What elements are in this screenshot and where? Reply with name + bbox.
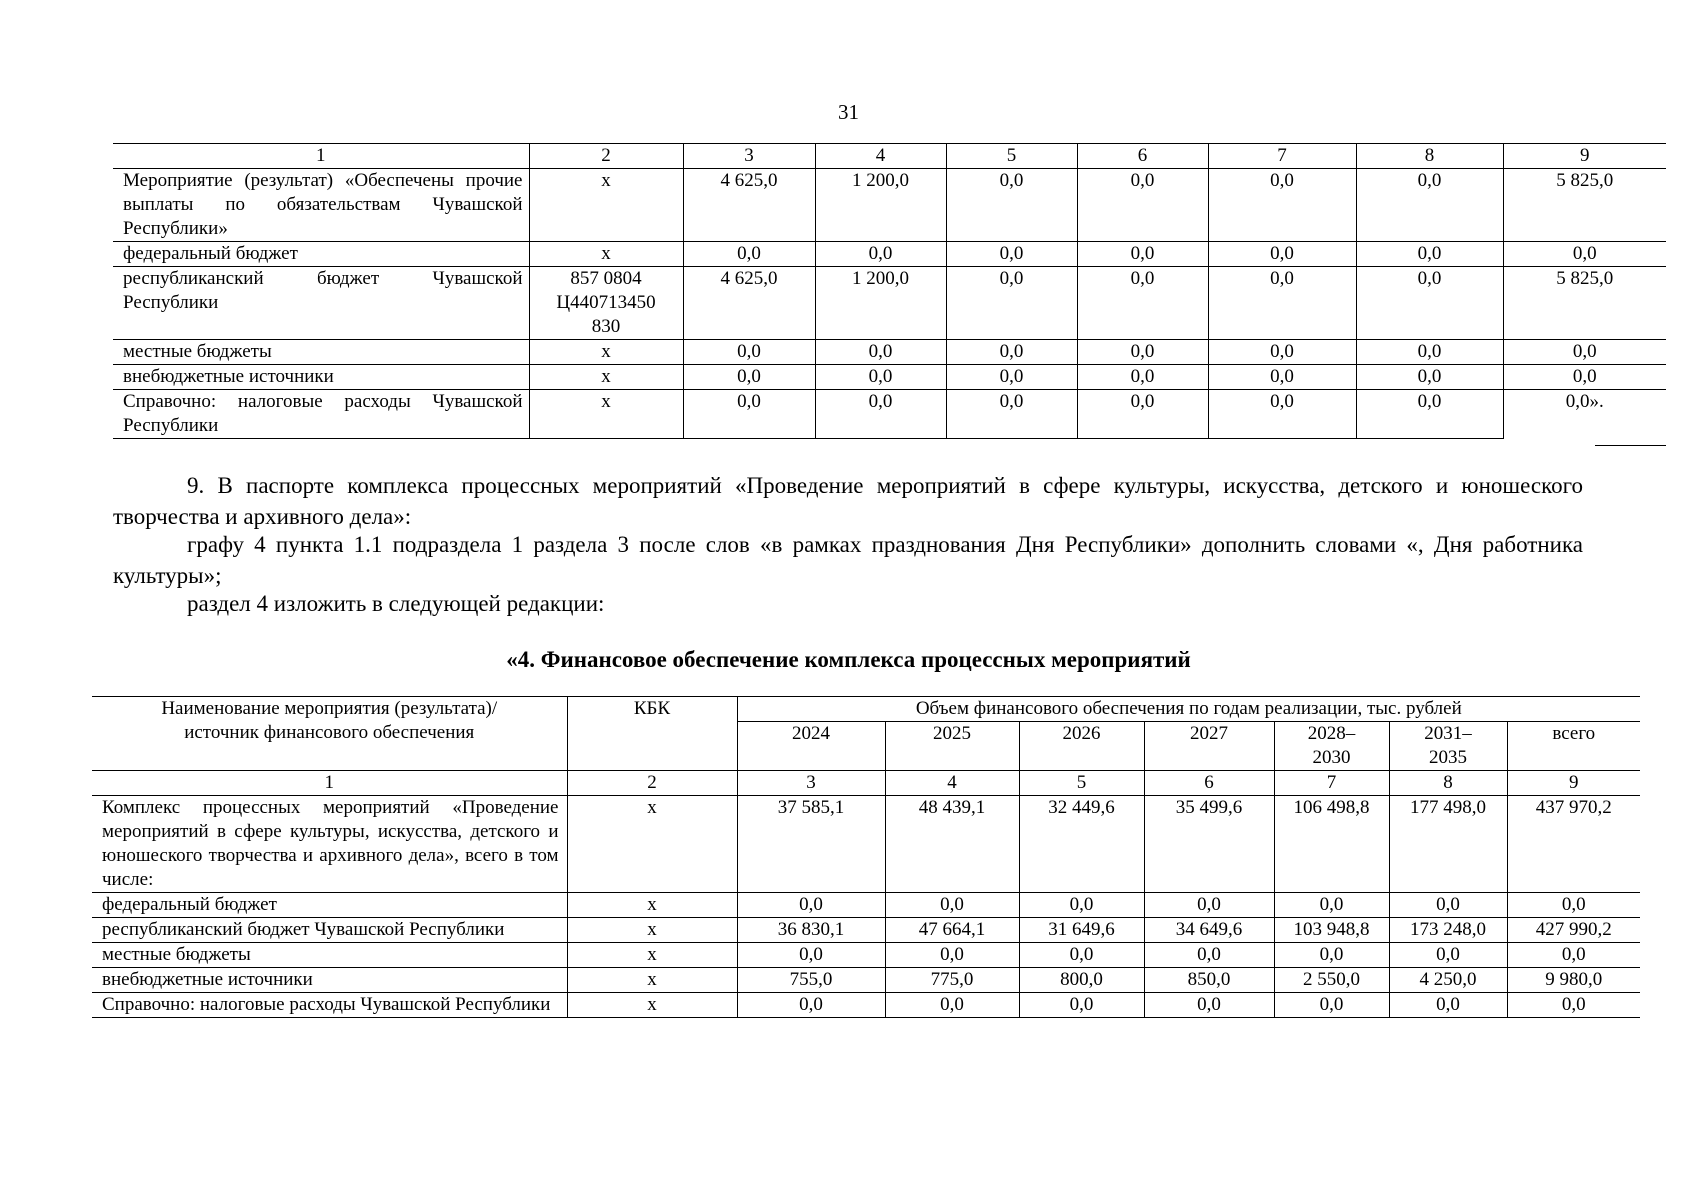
value-cell: 0,0 xyxy=(815,242,946,267)
col-number: 2 xyxy=(529,144,683,169)
value-cell: 0,0 xyxy=(946,390,1077,439)
value-cell: 0,0 xyxy=(1019,993,1144,1018)
value-cell: 173 248,0 xyxy=(1389,918,1507,943)
value-cell: 0,0 xyxy=(1019,893,1144,918)
value-cell: 177 498,0 xyxy=(1389,796,1507,893)
header-year: 2027 xyxy=(1144,722,1274,771)
row-name: внебюджетные источники xyxy=(92,968,567,993)
table-row xyxy=(92,796,1640,893)
value-cell: 0,0 xyxy=(946,169,1077,242)
value-cell: 0,0 xyxy=(815,390,946,439)
col-number: 4 xyxy=(885,771,1019,796)
col-number: 4 xyxy=(815,144,946,169)
value-cell: 48 439,1 xyxy=(885,796,1019,893)
table1-body xyxy=(113,144,1666,439)
value-cell: 850,0 xyxy=(1144,968,1274,993)
table-row xyxy=(92,893,1640,918)
kbk-cell: x xyxy=(567,893,737,918)
col-number: 1 xyxy=(113,144,529,169)
value-cell: 0,0 xyxy=(737,943,885,968)
value-cell: 5 825,0 xyxy=(1503,169,1666,242)
value-cell: 0,0 xyxy=(1507,943,1640,968)
table-row xyxy=(113,169,1666,242)
funding-table-continued xyxy=(113,143,1666,439)
kbk-cell: x xyxy=(529,340,683,365)
col-number: 2 xyxy=(567,771,737,796)
value-cell: 0,0 xyxy=(683,390,815,439)
table-row xyxy=(113,365,1666,390)
row-name: республиканский бюджет Чувашской Республики xyxy=(113,267,529,340)
kbk-cell: x xyxy=(529,169,683,242)
value-cell: 0,0 xyxy=(885,943,1019,968)
row-name: местные бюджеты xyxy=(113,340,529,365)
row-name: федеральный бюджет xyxy=(113,242,529,267)
value-cell: 0,0 xyxy=(1389,993,1507,1018)
value-cell: 0,0 xyxy=(1503,340,1666,365)
kbk-cell: x xyxy=(567,796,737,893)
kbk-cell: x xyxy=(529,390,683,439)
row-name: внебюджетные источники xyxy=(113,365,529,390)
table-row xyxy=(92,968,1640,993)
value-cell: 1 200,0 xyxy=(815,267,946,340)
value-cell: 0,0 xyxy=(1208,390,1356,439)
paragraph-item-9: 9. В паспорте комплекса процессных мероприятий «Проведение мероприятий в сфере культуры, искусства, детского и юношеского творчества и архивного дела»: xyxy=(113,473,1583,529)
value-cell: 0,0 xyxy=(1389,943,1507,968)
value-cell: 0,0 xyxy=(683,340,815,365)
table-row xyxy=(113,340,1666,365)
value-cell: 0,0 xyxy=(1356,365,1503,390)
row-name: Мероприятие (результат) «Обеспечены прочие выплаты по обязательствам Чувашской Республики» xyxy=(113,169,529,242)
value-cell: 0,0 xyxy=(1389,893,1507,918)
value-cell: 31 649,6 xyxy=(1019,918,1144,943)
value-cell: 0,0 xyxy=(1208,169,1356,242)
value-cell: 0,0 xyxy=(1144,893,1274,918)
value-cell: 0,0 xyxy=(737,893,885,918)
kbk-cell: x xyxy=(567,943,737,968)
value-cell: 4 250,0 xyxy=(1389,968,1507,993)
table-row xyxy=(113,390,1666,439)
header-year: 2025 xyxy=(885,722,1019,771)
value-cell: 35 499,6 xyxy=(1144,796,1274,893)
kbk-cell: x xyxy=(529,365,683,390)
paragraph-section-4: раздел 4 изложить в следующей редакции: xyxy=(187,591,605,616)
value-cell: 36 830,1 xyxy=(737,918,885,943)
value-cell: 0,0 xyxy=(946,340,1077,365)
col-number: 1 xyxy=(92,771,567,796)
value-cell: 1 200,0 xyxy=(815,169,946,242)
table-row xyxy=(113,242,1666,267)
value-cell: 0,0 xyxy=(1077,340,1208,365)
header-year: 2031–2035 xyxy=(1389,722,1507,771)
table-row xyxy=(92,918,1640,943)
row-name: местные бюджеты xyxy=(92,943,567,968)
row-name: федеральный бюджет xyxy=(92,893,567,918)
value-cell: 32 449,6 xyxy=(1019,796,1144,893)
value-cell: 103 948,8 xyxy=(1274,918,1389,943)
table2-header-row xyxy=(92,697,1640,722)
col-number: 8 xyxy=(1389,771,1507,796)
kbk-cell: 857 0804 Ц440713450 830 xyxy=(529,267,683,340)
kbk-cell: x xyxy=(567,968,737,993)
value-cell: 775,0 xyxy=(885,968,1019,993)
kbk-cell: x xyxy=(567,918,737,943)
value-cell: 0,0 xyxy=(1356,242,1503,267)
table-row xyxy=(92,993,1640,1018)
header-year: всего xyxy=(1507,722,1640,771)
value-cell: 0,0 xyxy=(815,365,946,390)
table1-column-numbers xyxy=(113,144,1666,169)
value-cell: 47 664,1 xyxy=(885,918,1019,943)
value-cell: 0,0 xyxy=(1019,943,1144,968)
value-cell: 37 585,1 xyxy=(737,796,885,893)
value-cell: 0,0 xyxy=(1274,893,1389,918)
value-cell: 0,0 xyxy=(1077,169,1208,242)
value-cell: 0,0 xyxy=(946,242,1077,267)
value-cell: 2 550,0 xyxy=(1274,968,1389,993)
header-year: 2026 xyxy=(1019,722,1144,771)
value-cell: 0,0 xyxy=(1356,390,1503,439)
value-cell: 0,0 xyxy=(1356,169,1503,242)
value-cell: 0,0 xyxy=(1208,365,1356,390)
value-cell: 0,0 xyxy=(1077,242,1208,267)
value-cell: 9 980,0 xyxy=(1507,968,1640,993)
value-cell: 0,0 xyxy=(1208,267,1356,340)
value-cell: 427 990,2 xyxy=(1507,918,1640,943)
value-cell: 4 625,0 xyxy=(683,169,815,242)
col-number: 9 xyxy=(1503,144,1666,169)
value-cell: 0,0 xyxy=(1503,365,1666,390)
value-cell: 34 649,6 xyxy=(1144,918,1274,943)
value-cell: 0,0 xyxy=(1208,242,1356,267)
col-number: 3 xyxy=(683,144,815,169)
value-cell: 0,0 xyxy=(683,365,815,390)
value-cell: 0,0 xyxy=(1077,390,1208,439)
value-cell: 0,0 xyxy=(1144,943,1274,968)
value-cell: 0,0 xyxy=(946,365,1077,390)
header-year: 2024 xyxy=(737,722,885,771)
col-number: 5 xyxy=(946,144,1077,169)
table-row xyxy=(92,943,1640,968)
value-cell: 800,0 xyxy=(1019,968,1144,993)
value-cell: 106 498,8 xyxy=(1274,796,1389,893)
value-cell: 0,0 xyxy=(1503,242,1666,267)
value-cell: 755,0 xyxy=(737,968,885,993)
col-number: 6 xyxy=(1144,771,1274,796)
section-title: «4. Финансовое обеспечение комплекса процессных мероприятий xyxy=(506,647,1191,672)
col-number: 5 xyxy=(1019,771,1144,796)
col-number: 3 xyxy=(737,771,885,796)
value-cell: 0,0 xyxy=(1274,943,1389,968)
value-cell: 0,0 xyxy=(1077,267,1208,340)
table2-body xyxy=(92,697,1640,1018)
value-cell: 0,0 xyxy=(885,893,1019,918)
value-cell: 437 970,2 xyxy=(1507,796,1640,893)
col-number: 7 xyxy=(1274,771,1389,796)
value-cell: 0,0 xyxy=(1356,267,1503,340)
value-cell: 0,0 xyxy=(737,993,885,1018)
value-cell: 0,0 xyxy=(885,993,1019,1018)
col-number: 6 xyxy=(1077,144,1208,169)
value-cell: 0,0 xyxy=(1208,340,1356,365)
kbk-cell: x xyxy=(529,242,683,267)
value-cell: 0,0 xyxy=(1507,893,1640,918)
row-name: республиканский бюджет Чувашской Республики xyxy=(92,918,567,943)
row-name: Справочно: налоговые расходы Чувашской Республики xyxy=(92,993,567,1018)
table2-column-numbers xyxy=(92,771,1640,796)
value-cell: 4 625,0 xyxy=(683,267,815,340)
table-end-line xyxy=(1595,445,1666,446)
value-cell: 0,0 xyxy=(946,267,1077,340)
value-cell: 5 825,0 xyxy=(1503,267,1666,340)
table-row xyxy=(113,267,1666,340)
value-cell: 0,0 xyxy=(1356,340,1503,365)
header-volume: Объем финансового обеспечения по годам реализации, тыс. рублей xyxy=(737,697,1640,722)
funding-table xyxy=(92,696,1640,1018)
value-cell: 0,0 xyxy=(815,340,946,365)
col-number: 7 xyxy=(1208,144,1356,169)
row-name: Справочно: налоговые расходы Чувашской Республики xyxy=(113,390,529,439)
value-cell: 0,0 xyxy=(1274,993,1389,1018)
col-number: 9 xyxy=(1507,771,1640,796)
page-number: 31 xyxy=(838,100,859,124)
header-name: Наименование мероприятия (результата)/ источник финансового обеспечения xyxy=(92,697,567,771)
col-number: 8 xyxy=(1356,144,1503,169)
row-name: Комплекс процессных мероприятий «Проведение мероприятий в сфере культуры, искусства, детского и юношеского творчества и архивного дела», всего в том числе: xyxy=(92,796,567,893)
value-cell: 0,0 xyxy=(683,242,815,267)
value-cell: 0,0 xyxy=(1507,993,1640,1018)
value-cell: 0,0». xyxy=(1503,390,1666,439)
value-cell: 0,0 xyxy=(1077,365,1208,390)
kbk-cell: x xyxy=(567,993,737,1018)
paragraph-amendment: графу 4 пункта 1.1 подраздела 1 раздела 3 после слов «в рамках празднования Дня Республики» дополнить словами «, Дня работника культуры»; xyxy=(113,532,1583,588)
header-kbk: КБК xyxy=(567,697,737,771)
value-cell: 0,0 xyxy=(1144,993,1274,1018)
header-year: 2028–2030 xyxy=(1274,722,1389,771)
